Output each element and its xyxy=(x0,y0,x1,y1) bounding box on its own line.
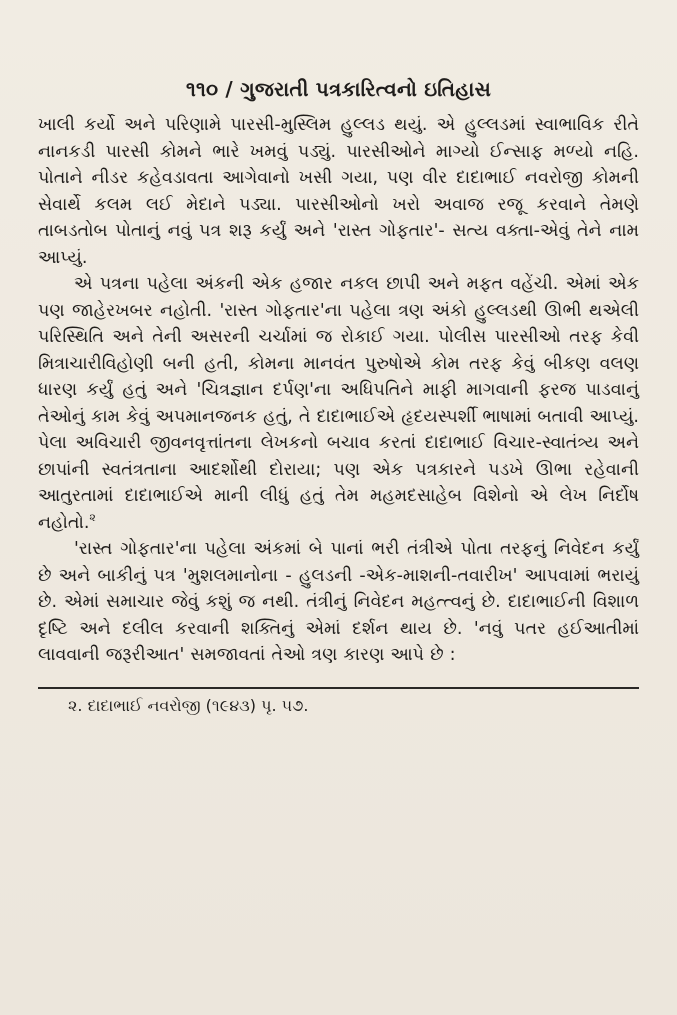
paragraph-1: ખાલી કર્યો અને પરિણામે પારસી-મુસ્લિમ હુલ્લડ થયું. એ હુલ્લડમાં સ્વાભાવિક રીતે નાનકડી પારસી કોમને ભારે ખમવું પડ્યું. પારસીઓને માગ્યો ઈન્સાફ મળ્યો નહિ. પોતાને નીડર કહેવડાવતા આગેવાનો ખસી ગયા, પણ વીર દાદાભાઈ નવરોજી કોમની સેવાર્થે કલમ લઈ મેદાને પડ્યા. પારસીઓનો ખરો અવાજ રજૂ કરવાને તેમણે તાબડતોબ પોતાનું નવું પત્ર શરૂ કર્યું અને 'રાસ્ત ગોફતાર'- સત્ય વક્તા-એવું તેને નામ આપ્યું. xyxy=(38,115,639,268)
footnote-marker: ૨ xyxy=(89,510,96,524)
paragraph-2-text: એ પત્રના પહેલા અંકની એક હજાર નકલ છાપી અને મફત વહેંચી. એમાં એક પણ જાહેરખબર નહોતી. 'રાસ્ત ગોફતાર'ના પહેલા ત્રણ અંકો હુલ્લડથી ઊભી થએલી પરિસ્થિતિ અને તેની અસરની ચર્ચામાં જ રોકાઈ ગયા. પોલીસ પારસીઓ તરફ કેવી મિત્રાચારીવિહોણી બની હતી, કોમના માનવંત પુરુષોએ કોમ તરફ કેવું બીકણ વલણ ધારણ કર્યું હતું અને 'ચિત્રજ્ઞાન દર્પણ'ના અધિપતિને માફી માગવાની ફરજ પાડવાનું તેઓનું કામ કેવું અપમાનજનક હતું, તે દાદાભાઈએ હૃદયસ્પર્શી ભાષામાં બતાવી આપ્યું. પેલા અવિચારી જીવનવૃત્તાંતના લેખકનો બચાવ કરતાં દાદાભાઈ વિચાર-સ્વાતંત્ર્ય અને છાપાંની સ્વતંત્રતાના આદર્શોથી દોરાયા; પણ એક પત્રકારને પડખે ઊભા રહેવાની આતુરતામાં દાદાભાઈએ માની લીધું હતું તેમ મહમદસાહેબ વિશેનો એ લેખ નિર્દોષ નહોતો. xyxy=(38,274,639,533)
paragraph-3: 'રાસ્ત ગોફતાર'ના પહેલા અંકમાં બે પાનાં ભરી તંત્રીએ પોતા તરફનું નિવેદન કર્યું છે અને બાકીનું પત્ર 'મુશલમાનોના - હુલડની -એક-માશની-તવારીખ' આપવામાં ભરાયું છે. એમાં સમાચાર જેવું કશું જ નથી. તંત્રીનું નિવેદન મહત્ત્વનું છે. દાદાભાઈની વિશાળ દૃષ્ટિ અને દલીલ કરવાની શક્તિનું એમાં દર્શન થાય છે. 'નવું પતર હઈઆતીમાં લાવવાની જરૂરીઆત' સમજાવતાં તેઓ ત્રણ કારણ આપે છે : xyxy=(38,539,639,665)
running-header: ૧૧૦ / ગુજરાતી પત્રકારિત્વનો ઇતિહાસ xyxy=(186,77,491,101)
footnote-divider xyxy=(38,687,639,689)
footnote: ૨. દાદાભાઈ નવરોજી (૧૯૪૩) પૃ. ૫૭. xyxy=(68,695,309,715)
paragraph-2 xyxy=(38,271,639,536)
